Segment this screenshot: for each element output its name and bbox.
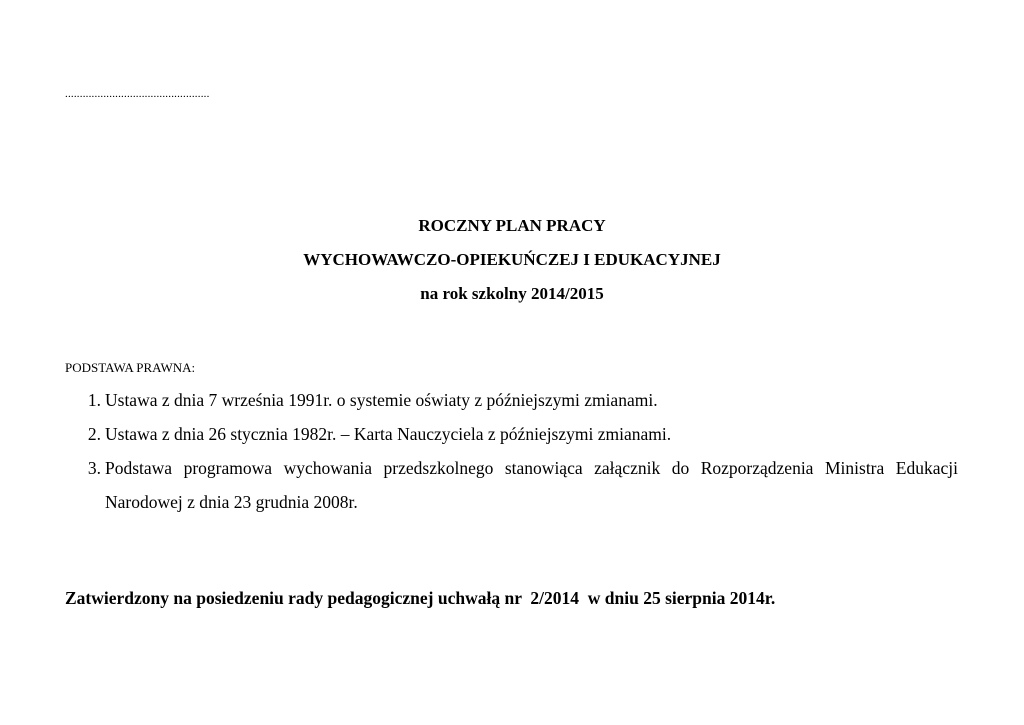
- list-number: 3.: [87, 458, 101, 478]
- legal-basis-label: PODSTAWA PRAWNA:: [65, 360, 196, 375]
- legal-basis-item-3: [65, 451, 958, 519]
- title-line-1: ROCZNY PLAN PRACY: [418, 216, 606, 235]
- approval-statement: Zatwierdzony na posiedzeniu rady pedagogicznej uchwałą nr 2/2014 w dniu 25 sierpnia 2014r.: [65, 588, 776, 608]
- list-item-text: Ustawa z dnia 26 stycznia 1982r. – Karta Nauczyciela z późniejszymi zmianami.: [105, 424, 672, 444]
- list-item-text: Podstawa programowa wychowania przedszkolnego stanowiąca załącznik do Rozporządzenia Ministra Edukacji Narodowej z dnia 23 grudnia 2008r.: [105, 458, 958, 512]
- list-number: 1.: [87, 390, 101, 410]
- legal-basis-item-1: [65, 383, 958, 417]
- list-number: 2.: [87, 424, 101, 444]
- list-item-text: Ustawa z dnia 7 września 1991r. o systemie oświaty z późniejszymi zmianami.: [105, 390, 658, 410]
- legal-basis-item-2: [65, 417, 958, 451]
- document-title: [0, 214, 1024, 316]
- title-line-2: WYCHOWAWCZO-OPIEKUŃCZEJ I EDUKACYJNEJ: [303, 250, 721, 269]
- signature-dotted-line: .................................................: [65, 88, 210, 100]
- title-line-3: na rok szkolny 2014/2015: [420, 284, 604, 303]
- legal-basis-list: [65, 383, 958, 519]
